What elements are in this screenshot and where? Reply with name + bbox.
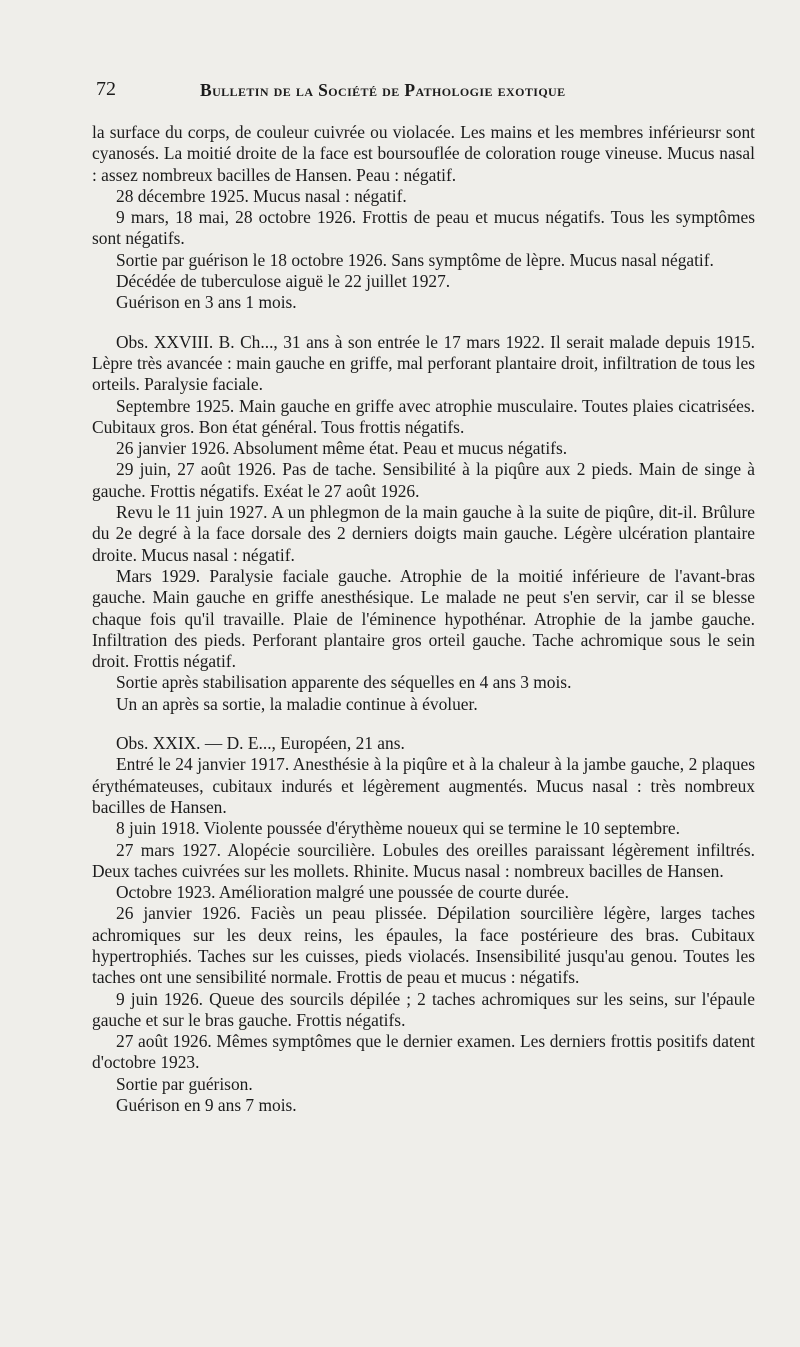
paragraph: la surface du corps, de couleur cuivrée ou violacée. Les mains et les membres inférieursr sont cyanosés. La moitié droite de la face est boursouflée de coloration rouge vineuse. Mucus nasal : assez nombreux bacilles de Hansen. Peau : négatif. xyxy=(92,122,755,185)
paragraph: 27 août 1926. Mêmes symptômes que le dernier examen. Les derniers frottis positifs datent d'octobre 1923. xyxy=(92,1031,755,1073)
page-number: 72 xyxy=(96,78,116,100)
paragraph: Septembre 1925. Main gauche en griffe avec atrophie musculaire. Toutes plaies cicatrisées. Cubitaux gros. Bon état général. Tous frottis négatifs. xyxy=(92,395,755,437)
paragraph: Entré le 24 janvier 1917. Anesthésie à la piqûre et à la chaleur à la jambe gauche, 2 plaques érythémateuses, cubitaux indurés et légèrement augmentés. Mucus nasal : très nombreux bacilles de Hansen. xyxy=(92,754,755,817)
paragraph: Sortie après stabilisation apparente des séquelles en 4 ans 3 mois. xyxy=(116,672,572,693)
paragraph: Octobre 1923. Amélioration malgré une poussée de courte durée. xyxy=(116,882,569,903)
observation-heading-paragraph: Obs. XXIX. — D. E..., Européen, 21 ans. xyxy=(116,733,405,754)
paragraph: 9 juin 1926. Queue des sourcils dépilée ; 2 taches achromiques sur les seins, sur l'épaule gauche et sur le bras gauche. Frottis négatifs. xyxy=(92,988,755,1030)
observation-heading-paragraph: Obs. XXVIII. B. Ch..., 31 ans à son entrée le 17 mars 1922. Il serait malade depuis 1915. Lèpre très avancée : main gauche en griffe, mal perforant plantaire droit, infiltration de tous les orteils. Paralysie faciale. xyxy=(92,331,755,395)
paragraph: Guérison en 3 ans 1 mois. xyxy=(116,292,297,313)
paragraph: 26 janvier 1926. Absolument même état. Peau et mucus négatifs. xyxy=(116,438,568,459)
journal-title: Bulletin de la Société de Pathologie exotique xyxy=(200,80,566,100)
paragraph: 26 janvier 1926. Faciès un peau plissée. Dépilation sourcilière légère, larges taches achromiques sur les deux reins, les épaules, la face postérieure des bras. Cubitaux hypertrophiés. Taches sur les cuisses, pieds violacés. Insensibilité jusqu'au genou. Toutes les taches ont une sensibilité normale. Frottis de peau et mucus : négatifs. xyxy=(92,903,755,988)
paragraph: Sortie par guérison le 18 octobre 1926. Sans symptôme de lèpre. Mucus nasal négatif. xyxy=(116,249,714,270)
paragraph: Guérison en 9 ans 7 mois. xyxy=(116,1095,297,1116)
paragraph: Mars 1929. Paralysie faciale gauche. Atrophie de la moitié inférieure de l'avant-bras gauche. Main gauche en griffe anesthésique. Le malade ne peut s'en servir, car il se blesse chaque fois qu'il travaille. Plaie de l'éminence hypothénar. Atrophie de la jambe gauche. Infiltration des pieds. Perforant plantaire gros orteil gauche. Tache achromique sous le sein droit. Frottis négatif. xyxy=(92,565,755,672)
paragraph: 8 juin 1918. Violente poussée d'érythème noueux qui se termine le 10 septembre. xyxy=(116,818,680,839)
paragraph: Décédée de tuberculose aiguë le 22 juillet 1927. xyxy=(116,271,451,292)
paragraph: Revu le 11 juin 1927. A un phlegmon de la main gauche à la suite de piqûre, dit-il. Brûlure du 2e degré à la face dorsale des 2 derniers doigts main gauche. Légère ulcération plantaire droite. Mucus nasal : négatif. xyxy=(92,502,755,565)
body-text xyxy=(92,122,755,1116)
paragraph: 29 juin, 27 août 1926. Pas de tache. Sensibilité à la piqûre aux 2 pieds. Main de singe à gauche. Frottis négatifs. Exéat le 27 août 1926. xyxy=(92,459,755,501)
paragraph: 27 mars 1927. Alopécie sourcilière. Lobules des oreilles paraissant légèrement infiltrés. Deux taches cuivrées sur les mollets. Rhinite. Mucus nasal : nombreux bacilles de Hansen. xyxy=(92,839,755,881)
paragraph: Un an après sa sortie, la maladie continue à évoluer. xyxy=(116,693,478,714)
paragraph: 9 mars, 18 mai, 28 octobre 1926. Frottis de peau et mucus négatifs. Tous les symptômes sont négatifs. xyxy=(92,207,755,249)
paragraph: 28 décembre 1925. Mucus nasal : négatif. xyxy=(116,185,407,206)
paragraph: Sortie par guérison. xyxy=(116,1073,253,1094)
running-head xyxy=(92,76,755,106)
